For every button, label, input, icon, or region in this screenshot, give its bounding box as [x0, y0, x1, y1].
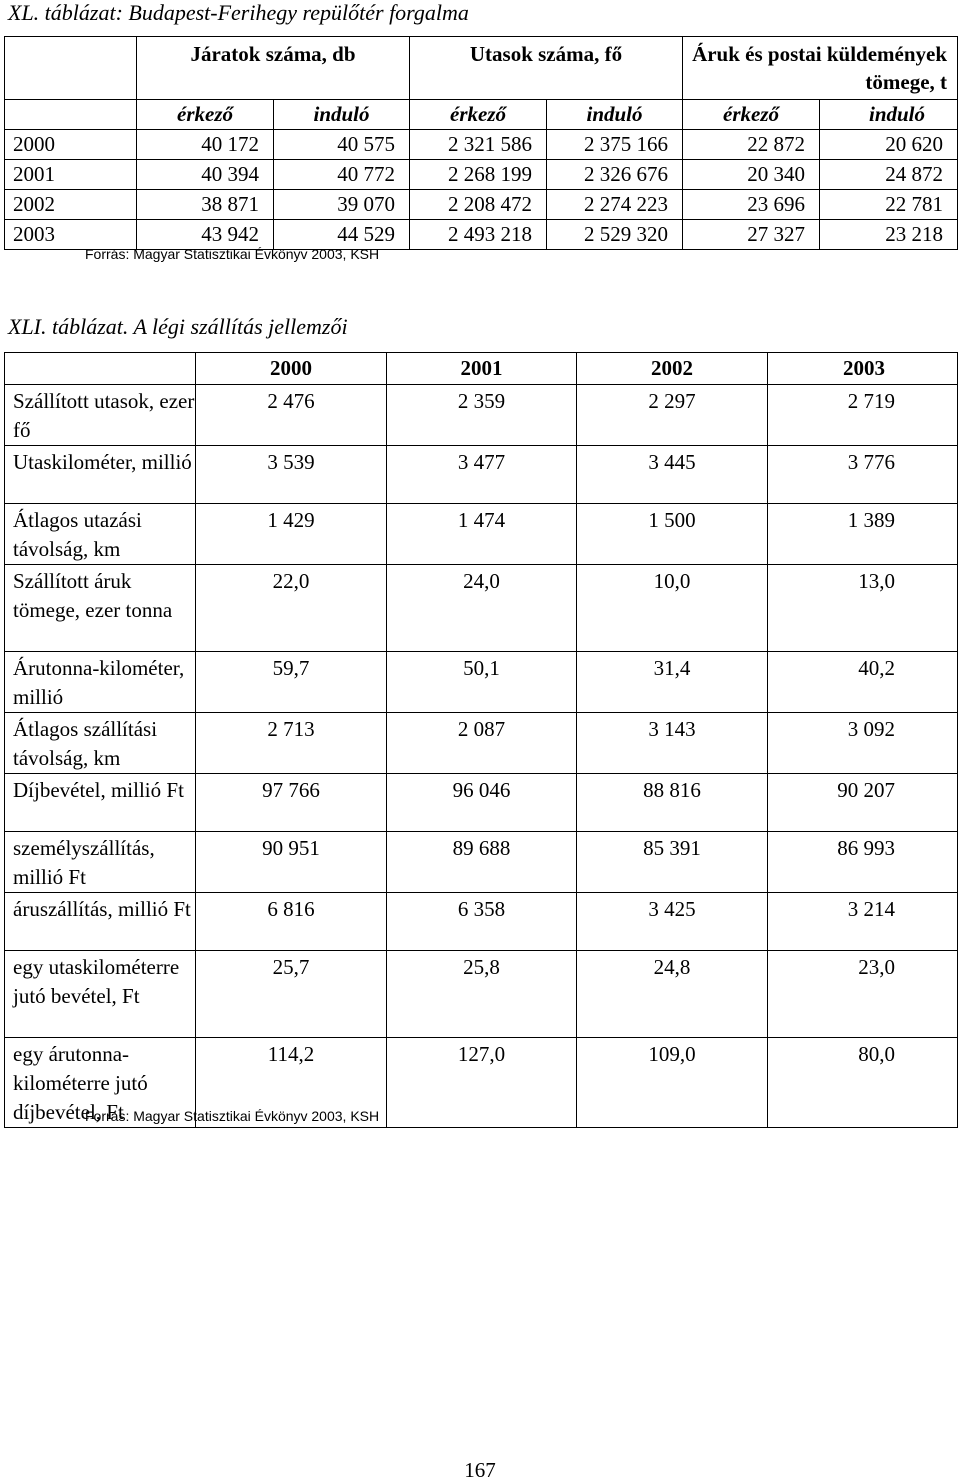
- airport-traffic-table: [4, 36, 958, 250]
- value-cell: 22 781: [820, 190, 958, 220]
- value-cell: 2 713: [196, 713, 387, 774]
- value-cell: 6 816: [196, 893, 387, 951]
- value-cell: 127,0: [387, 1038, 577, 1128]
- value-cell: 2 326 676: [547, 160, 683, 190]
- table1-title: XL. táblázat: Budapest-Ferihegy repülőtér forgalma: [8, 0, 469, 25]
- value-cell: 23 696: [683, 190, 820, 220]
- year-header-row: [5, 353, 958, 385]
- value-cell: 1 474: [387, 504, 577, 565]
- value-cell: 50,1: [387, 652, 577, 713]
- table-row: [5, 893, 958, 951]
- year-header: 2000: [196, 353, 387, 385]
- value-cell: 80,0: [768, 1038, 958, 1128]
- value-cell: 2 719: [768, 385, 958, 446]
- value-cell: 3 092: [768, 713, 958, 774]
- value-cell: 23,0: [768, 951, 958, 1038]
- value-cell: 40 172: [137, 130, 274, 160]
- value-cell: 25,8: [387, 951, 577, 1038]
- subheader-cell: induló: [820, 100, 958, 130]
- row-label: Átlagos szállítási távolság, km: [5, 713, 196, 774]
- value-cell: 13,0: [768, 565, 958, 652]
- value-cell: 88 816: [577, 774, 768, 832]
- row-label: Átlagos utazási távolság, km: [5, 504, 196, 565]
- air-transport-characteristics-table: [4, 352, 958, 1128]
- table-row: [5, 832, 958, 893]
- value-cell: 2 274 223: [547, 190, 683, 220]
- subheader-cell: induló: [274, 100, 410, 130]
- value-cell: 25,7: [196, 951, 387, 1038]
- value-cell: 39 070: [274, 190, 410, 220]
- value-cell: 10,0: [577, 565, 768, 652]
- table-row: [5, 385, 958, 446]
- value-cell: 20 340: [683, 160, 820, 190]
- value-cell: 2 375 166: [547, 130, 683, 160]
- value-cell: 89 688: [387, 832, 577, 893]
- value-cell: 40 575: [274, 130, 410, 160]
- value-cell: 3 477: [387, 446, 577, 504]
- year-header: 2002: [577, 353, 768, 385]
- table-row: [5, 504, 958, 565]
- value-cell: 2 529 320: [547, 220, 683, 250]
- year-cell: 2001: [5, 160, 137, 190]
- value-cell: 24,0: [387, 565, 577, 652]
- subheader-cell: érkező: [410, 100, 547, 130]
- value-cell: 59,7: [196, 652, 387, 713]
- corner-cell: [5, 37, 137, 100]
- page-number: 167: [464, 1458, 496, 1482]
- row-label: egy árutonna-kilométerre jutó díjbevétel, Ft: [5, 1038, 196, 1128]
- table2-source: Forrás: Magyar Statisztikai Évkönyv 2003, KSH: [85, 1108, 380, 1124]
- group-header-flights: Járatok száma, db: [137, 37, 410, 100]
- value-cell: 6 358: [387, 893, 577, 951]
- value-cell: 90 207: [768, 774, 958, 832]
- table-row: [5, 951, 958, 1038]
- value-cell: 114,2: [196, 1038, 387, 1128]
- value-cell: 86 993: [768, 832, 958, 893]
- value-cell: 24,8: [577, 951, 768, 1038]
- subheader-cell: érkező: [137, 100, 274, 130]
- value-cell: 23 218: [820, 220, 958, 250]
- table-row: [5, 190, 958, 220]
- group-header-passengers: Utasok száma, fő: [410, 37, 683, 100]
- table-row: [5, 652, 958, 713]
- table-row: [5, 713, 958, 774]
- value-cell: 3 445: [577, 446, 768, 504]
- table-row: [5, 446, 958, 504]
- value-cell: 1 389: [768, 504, 958, 565]
- table2-title: XLI. táblázat. A légi szállítás jellemzői: [8, 314, 348, 339]
- value-cell: 2 321 586: [410, 130, 547, 160]
- year-cell: 2002: [5, 190, 137, 220]
- group-header-row: [5, 37, 958, 100]
- value-cell: 2 359: [387, 385, 577, 446]
- value-cell: 22 872: [683, 130, 820, 160]
- year-header: 2001: [387, 353, 577, 385]
- value-cell: 22,0: [196, 565, 387, 652]
- value-cell: 97 766: [196, 774, 387, 832]
- value-cell: 3 776: [768, 446, 958, 504]
- value-cell: 43 942: [137, 220, 274, 250]
- value-cell: 90 951: [196, 832, 387, 893]
- corner-cell: [5, 100, 137, 130]
- value-cell: 40 394: [137, 160, 274, 190]
- row-label: Utaskilométer, millió: [5, 446, 196, 504]
- value-cell: 2 297: [577, 385, 768, 446]
- value-cell: 1 500: [577, 504, 768, 565]
- subheader-cell: érkező: [683, 100, 820, 130]
- corner-cell: [5, 353, 196, 385]
- subheader-row: [5, 100, 958, 130]
- row-label: egy utaskilométerre jutó bevétel, Ft: [5, 951, 196, 1038]
- value-cell: 3 214: [768, 893, 958, 951]
- value-cell: 40 772: [274, 160, 410, 190]
- value-cell: 2 087: [387, 713, 577, 774]
- group-header-cargo: Áruk és postai küldemények tömege, t: [683, 37, 958, 100]
- row-label: személyszállítás, millió Ft: [5, 832, 196, 893]
- table-row: [5, 160, 958, 190]
- value-cell: 24 872: [820, 160, 958, 190]
- value-cell: 85 391: [577, 832, 768, 893]
- value-cell: 40,2: [768, 652, 958, 713]
- row-label: Díjbevétel, millió Ft: [5, 774, 196, 832]
- value-cell: 44 529: [274, 220, 410, 250]
- value-cell: 27 327: [683, 220, 820, 250]
- subheader-cell: induló: [547, 100, 683, 130]
- value-cell: 2 268 199: [410, 160, 547, 190]
- value-cell: 3 143: [577, 713, 768, 774]
- year-cell: 2000: [5, 130, 137, 160]
- year-header: 2003: [768, 353, 958, 385]
- value-cell: 20 620: [820, 130, 958, 160]
- value-cell: 1 429: [196, 504, 387, 565]
- table-row: [5, 774, 958, 832]
- table1-source: Forrás: Magyar Statisztikai Évkönyv 2003, KSH: [85, 246, 380, 262]
- row-label: Szállított utasok, ezer fő: [5, 385, 196, 446]
- value-cell: 2 208 472: [410, 190, 547, 220]
- value-cell: 3 539: [196, 446, 387, 504]
- value-cell: 2 476: [196, 385, 387, 446]
- table-row: [5, 130, 958, 160]
- row-label: Szállított áruk tömege, ezer tonna: [5, 565, 196, 652]
- value-cell: 31,4: [577, 652, 768, 713]
- value-cell: 3 425: [577, 893, 768, 951]
- value-cell: 2 493 218: [410, 220, 547, 250]
- value-cell: 96 046: [387, 774, 577, 832]
- row-label: Árutonna-kilométer, millió: [5, 652, 196, 713]
- value-cell: 109,0: [577, 1038, 768, 1128]
- row-label: áruszállítás, millió Ft: [5, 893, 196, 951]
- table-row: [5, 220, 958, 250]
- value-cell: 38 871: [137, 190, 274, 220]
- table-row: [5, 565, 958, 652]
- year-cell: 2003: [5, 220, 137, 250]
